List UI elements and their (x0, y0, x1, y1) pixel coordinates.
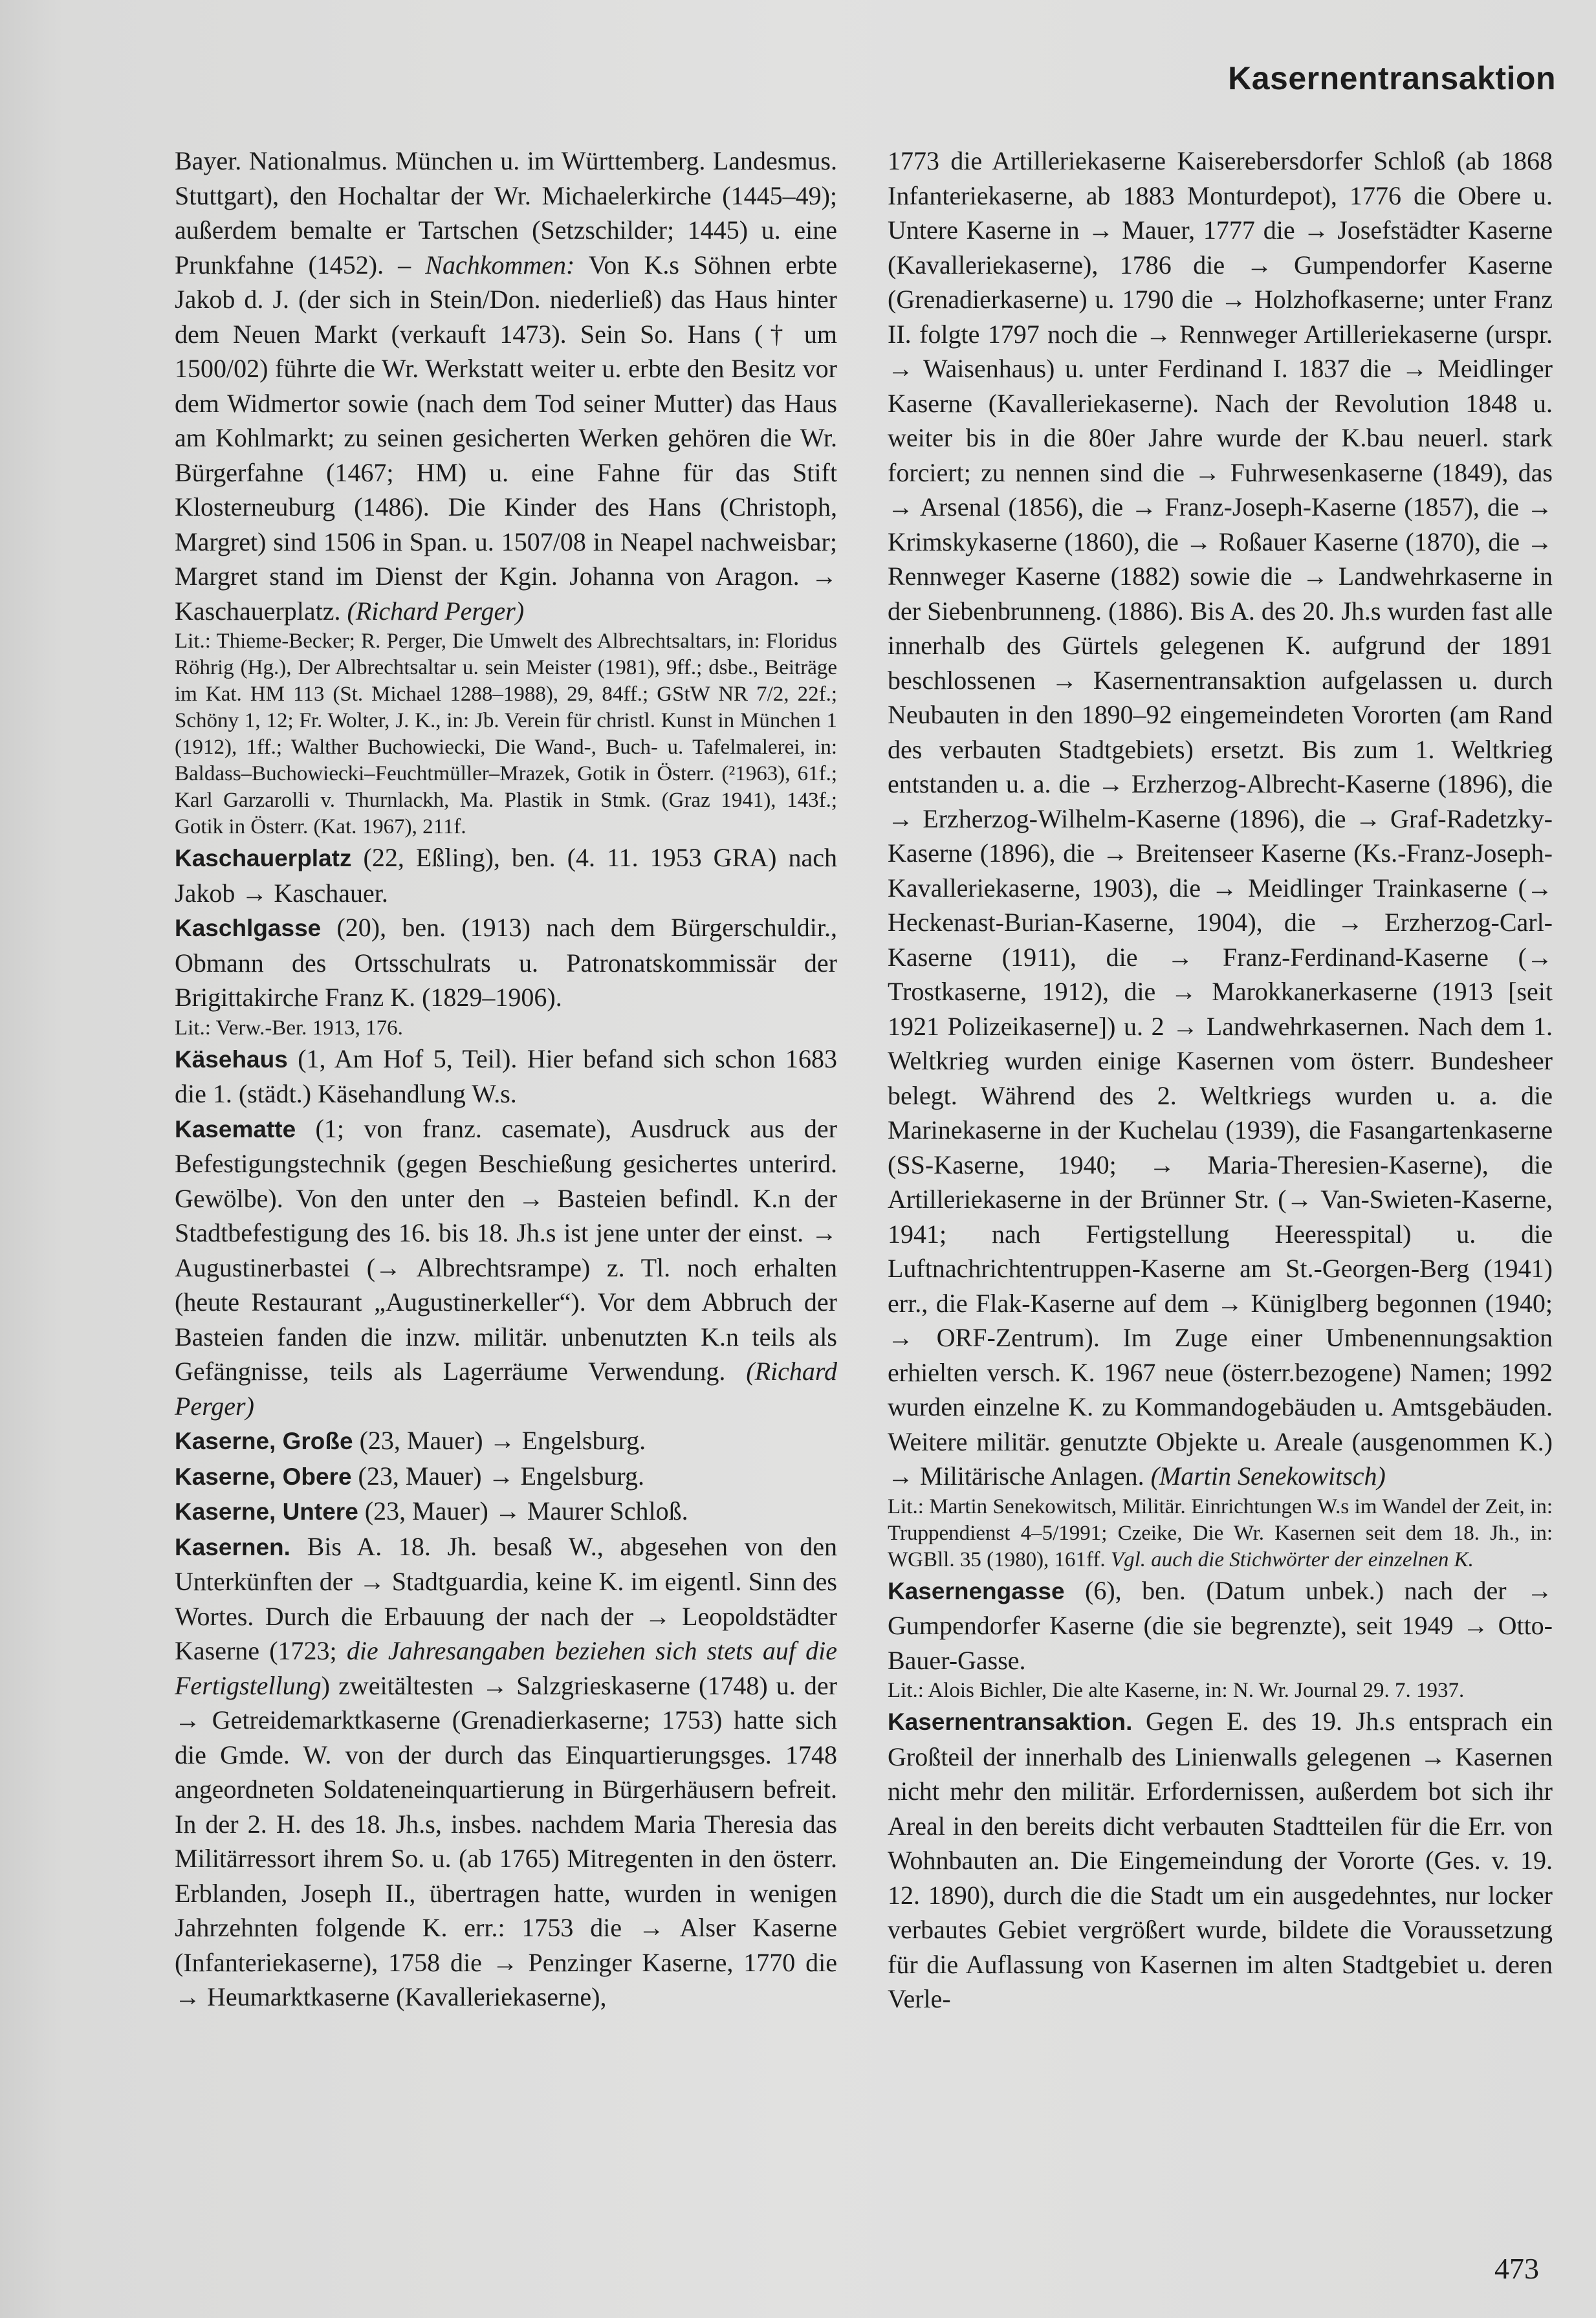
literature: Lit.: Verw.-Ber. 1913, 176. (175, 1016, 403, 1040)
lemma: Kasernengasse (888, 1577, 1065, 1604)
author: (Martin Senekowitsch) (1150, 1461, 1386, 1491)
entry-kasematte: Kasematte (1; von franz. casemate), Ausdruck aus der Befestigungstechnik (gegen Beschießung gesichertes unterird. Gewölbe). Von den unter den → Basteien befindl. K.n der Stadtbefestigung des 16. bis 18. Jh.s ist jene unter der einst. → Augustinerbastei (→ Albrechtsrampe) z. Tl. noch erhalten (heute Restaurant „Augustinerkeller“). Vor dem Abbruch der Basteien fanden die inzw. militär. unbenutzten K.n teils als Gefängnisse, teils als Lagerräume Verwendung. (Richard Perger) (175, 1113, 838, 1421)
lemma: Kasematte (175, 1115, 296, 1143)
entry-kasernengasse: Kasernengasse (6), ben. (Datum unbek.) nach der → Gumpendorfer Kaserne (die sie begrenzte), seit 1949 → Otto-Bauer-Gasse. (888, 1575, 1553, 1675)
literature: Lit.: Alois Bichler, Die alte Kaserne, in: N. Wr. Journal 29. 7. 1937. (888, 1679, 1465, 1702)
entry-kaschlgasse: Kaschlgasse (20), ben. (1913) nach dem Bürgerschuldir., Obmann des Ortsschulrats u. Patronatskommissär der Brigittakirche Franz K. (1829–1906). (175, 913, 838, 1012)
lemma: Kaschlgasse (175, 915, 322, 941)
lemma: Kaserne, Obere (175, 1463, 352, 1490)
entry-kaschauerplatz: Kaschauerplatz (22, Eßling), ben. (4. 11. 1953 GRA) nach Jakob → Kaschauer. (175, 843, 838, 908)
entry-continuation: Bayer. Nationalmus. München u. im Württemberg. Landesmus. Stuttgart), den Hochaltar der Wr. Michaelerkirche (1445–49); außerdem bemalte er Tartschen (Setzschilder; 1445) u. eine Prunkfahne (1452). – Nachkommen: Von K.s Söhnen erbte Jakob d. J. (der sich in Stein/Don. niederließ) das Haus hinter dem Neuen Markt (verkauft 1473). Sein So. Hans († um 1500/02) führte die Wr. Werkstatt weiter u. erbte den Besitz vor dem Widmertor sowie (nach dem Tod seiner Mutter) das Haus am Kohlmarkt; zu seinen gesicherten Werken gehören die Wr. Bürgerfahne (1467; HM) u. eine Fahne für das Stift Klosterneuburg (1486). Die Kinder des Hans (Christoph, Margret) sind 1506 in Span. u. 1507/08 in Neapel nachweisbar; Margret stand im Dienst der Kgin. Johanna von Aragon. → Kaschauerplatz. (Richard Perger) (175, 146, 838, 626)
lemma: Käsehaus (175, 1045, 288, 1073)
author: (Richard Perger) (347, 596, 525, 626)
literature: Lit.: Martin Senekowitsch, Militär. Einrichtungen W.s im Wandel der Zeit, in: Truppendienst 4–5/1991; Czeike, Die Wr. Kasernen seit dem 18. Jh., in: WGBll. 35 (1980), 161ff. Vgl. auch die Stichwörter der einzelnen K. (888, 1494, 1553, 1571)
author: (Richard Perger) (175, 1357, 837, 1421)
page-number: 473 (1494, 2252, 1539, 2285)
entry-kaesehaus: Käsehaus (1, Am Hof 5, Teil). Hier befand sich schon 1683 die 1. (städt.) Käsehandlung W.s. (175, 1044, 837, 1108)
literature: Lit.: Thieme-Becker; R. Perger, Die Umwelt des Albrechtsaltars, in: Floridus Röhrig (Hg.), Der Albrechtsaltar u. sein Meister (1981), 9ff.; dsbe., Beiträge im Kat. HM 113 (St. Michael 1288–1988), 29, 84ff.; GStW NR 7/2, 22f.; Schöny 1, 12; Fr. Wolter, J. K., in: Jb. Verein für christl. Kunst in München 1 (1912), 1ff.; Walther Buchowiecki, Die Wand-, Buch- u. Tafelmalerei, in: Baldass–Buchowiecki–Feuchtmüller–Mrazek, Gotik in Österr. (²1963), 61f.; Karl Garzarolli v. Thurnlackh, Ma. Plastik in Stmk. (Graz 1941), 143f.; Gotik in Österr. (Kat. 1967), 211f. (175, 629, 837, 838)
lemma: Kasernen. (175, 1533, 290, 1560)
entry-kasernentransaktion: Kasernentransaktion. Gegen E. des 19. Jh.s entsprach ein Großteil der innerhalb des Linienwalls gelegenen → Kasernen nicht mehr den militär. Erfordernissen, außerdem bot sich ihr Areal in den bereits dicht verbauten Stadtteilen für die Err. von Wohnbauten an. Die Eingemeindung der Vororte (Ges. v. 19. 12. 1890), durch die die Stadt um ein ausgedehntes, nur locker verbautes Gebiet vergrößert wurde, bildete die Voraussetzung für die Auflassung von Kasernen im alten Stadtgebiet u. deren Verle- (888, 1707, 1553, 2013)
lemma: Kaserne, Große (175, 1428, 353, 1454)
entry-kaserne-untere: Kaserne, Untere (23, Mauer) → Maurer Schloß. (175, 1496, 688, 1525)
entry-kasernen-continued: 1773 die Artilleriekaserne Kaiserebersdorfer Schloß (ab 1868 Infanteriekaserne, ab 1883 Monturdepot), 1776 die Obere u. Untere Kaserne in → Mauer, 1777 die → Josefstädter Kaserne (Kavalleriekaserne), 1786 die → Gumpendorfer Kaserne (Grenadierkaserne) u. 1790 die → Holzhofkaserne; unter Franz II. folgte 1797 noch die → Rennweger Artilleriekaserne (urspr. → Waisenhaus) u. unter Ferdinand I. 1837 die → Meidlinger Kaserne (Kavalleriekaserne). Nach der Revolution 1848 u. weiter bis in die 80er Jahre wurde der K.bau neuerl. stark forciert; zu nennen sind die → Fuhrwesenkaserne (1849), das → Arsenal (1856), die → Franz-Joseph-Kaserne (1857), die → Krimskykaserne (1860), die → Roßauer Kaserne (1870), die → Rennweger Kaserne (1882) sowie die → Landwehrkaserne in der Siebenbrunneng. (1886). Bis A. des 20. Jh.s wurden fast alle innerhalb des Gürtels gelegenen K. aufgrund der 1891 beschlossenen → Kasernentransaktion aufgelassen u. durch Neubauten in den 1890–92 eingemeindeten Vororten (am Rand des verbauten Stadtgebiets) ersetzt. Bis zum 1. Weltkrieg entstanden u. a. die → Erzherzog-Albrecht-Kaserne (1896), die → Erzherzog-Wilhelm-Kaserne (1896), die → Graf-Radetzky-Kaserne (1896), die → Breitenseer Kaserne (Ks.-Franz-Joseph-Kavalleriekaserne, 1903), die → Meidlinger Trainkaserne (→ Heckenast-Burian-Kaserne, 1904), die → Erzherzog-Carl-Kaserne (1911), die → Franz-Ferdinand-Kaserne (→ Trostkaserne, 1912), die → Marokkanerkaserne (1913 [seit 1921 Polizeikaserne]) u. 2 → Landwehrkasernen. Nach dem 1. Weltkrieg wurden einige Kasernen vom österr. Bundesheer belegt. Während des 2. Weltkriegs wurden u. a. die Marinekaserne in der Kuchelau (1939), die Fasangartenkaserne (SS-Kaserne, 1940; → Maria-Theresien-Kaserne), die Artilleriekaserne in der Brünner Str. (→ Van-Swieten-Kaserne, 1941; nach Fertigstellung Heeresspital) u. die Luftnachrichtentruppen-Kaserne am St.-Georgen-Berg (1941) err., die Flak-Kaserne auf dem → Küniglberg begonnen (1940; → ORF-Zentrum). Im Zuge einer Umbenennungsaktion erhielten versch. K. 1967 neue (österr.bezogene) Namen; 1992 wurden einzelne K. zu Kommandogebäuden u. Amtsgebäuden. Weitere militär. genutzte Objekte u. Areale (ausgenommen K.) → Militärische Anlagen. (Martin Senekowitsch) (888, 146, 1553, 1491)
left-column (175, 144, 837, 2015)
entry-kaserne-grosse: Kaserne, Große (23, Mauer) → Engelsburg. (175, 1426, 646, 1455)
entry-kaserne-obere: Kaserne, Obere (23, Mauer) → Engelsburg. (175, 1461, 645, 1491)
lemma: Kaschauerplatz (175, 845, 352, 871)
lemma: Kaserne, Untere (175, 1498, 358, 1525)
running-head: Kasernentransaktion (1228, 60, 1556, 96)
right-column (888, 144, 1553, 2017)
lemma: Kasernentransaktion. (888, 1709, 1133, 1735)
entry-kasernen: Kasernen. Bis A. 18. Jh. besaß W., abgesehen von den Unterkünften der → Stadtguardia, keine K. im eigentl. Sinn des Wortes. Durch die Erbauung der nach der → Leopoldstädter Kaserne (1723; die Jahresangaben beziehen sich stets auf die Fertigstellung) zweitältesten → Salzgrieskaserne (1748) u. der → Getreidemarktkaserne (Grenadierkaserne; 1753) hatte sich die Gmde. W. von der durch das Einquartierungsges. 1748 angeordneten Soldateneinquartierung in Bürgerhäusern befreit. In der 2. H. des 18. Jh.s, insbes. nachdem Maria Theresia das Militärressort ihrem So. u. (ab 1765) Mitregenten in den österr. Erblanden, Joseph II., übertragen hatte, wurden in wenigen Jahrzehnten folgende K. err.: 1753 die → Alser Kaserne (Infanteriekaserne), 1758 die → Penzinger Kaserne, 1770 die → Heumarktkaserne (Kavalleriekaserne), (175, 1531, 838, 2011)
